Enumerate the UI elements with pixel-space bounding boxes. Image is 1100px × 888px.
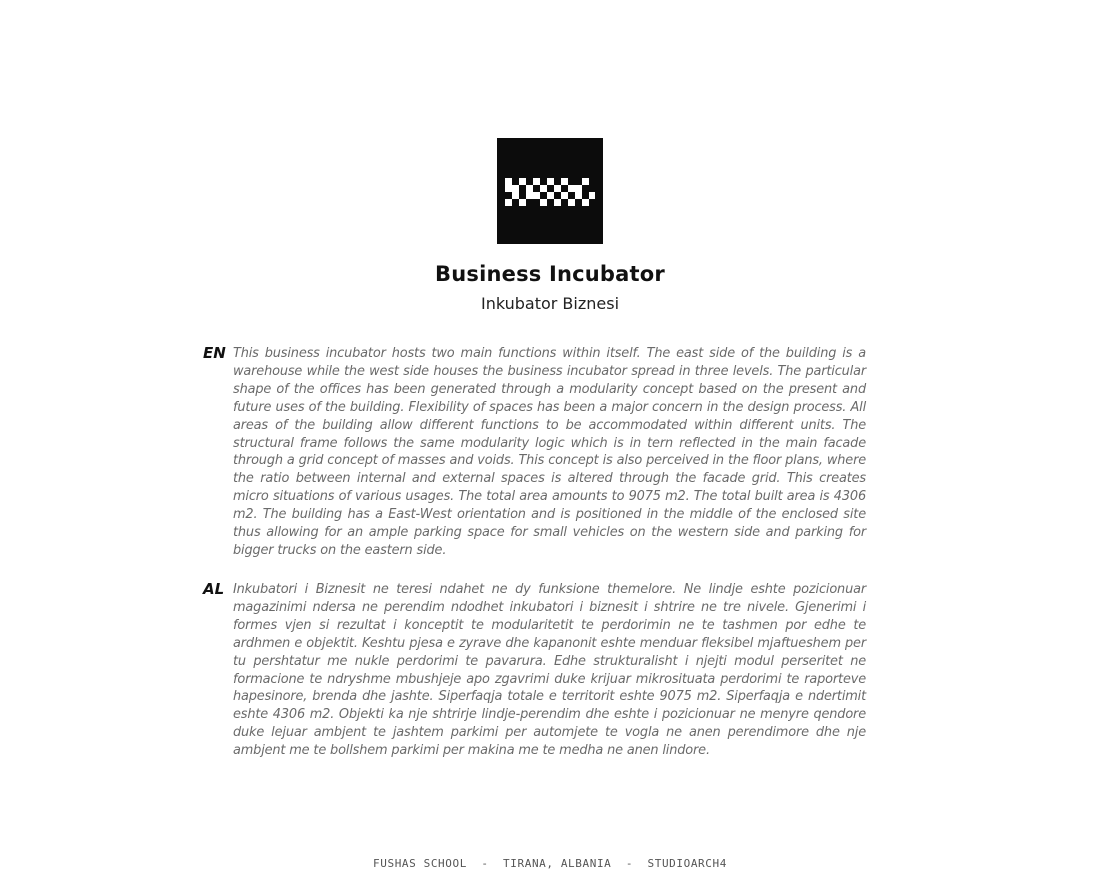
language-label-en: EN xyxy=(203,344,226,362)
page-subtitle: Inkubator Biznesi xyxy=(480,294,620,313)
language-label-al: AL xyxy=(203,580,225,598)
description-en: This business incubator hosts two main functions within itself. The east side of the building is a warehouse while the west side houses the business incubator spread in three levels. The particular shape of the offices has been generated through a modularity concept based on the present and future uses of the building. Flexibility of spaces has been a major concern in the design process. All areas of the building allow different functions to be accommodated within different units. The structural frame follows the same modularity logic which is in tern reflected in the main facade through a grid concept of masses and voids. This concept is also perceived in the floor plans, where the ratio between internal and external spaces is altered through the facade grid. This creates micro situations of various usages. The total area amounts to 9075 m2. The total built area is 4306 m2. The building has a East-West orientation and is positioned in the middle of the enclosed site thus allowing for an ample parking space for small vehicles on the western side and parking for bigger trucks on the eastern side. xyxy=(233,346,866,558)
page-title: Business Incubator xyxy=(435,262,665,286)
logo-mark xyxy=(497,138,603,244)
description-al: Inkubatori i Biznesit ne teresi ndahet ne dy funksione themelore. Ne lindje eshte pozicionuar magazinimi ndersa ne perendim ndodhet inkubatori i biznesit i shtrire ne tre nivele. Gjenerimi i formes vjen si rezultat i konceptit te modularitetit te perdorimin ne te tashmen por edhe te ardhmen e objektit. Keshtu pjesa e zyrave dhe kapanonit eshte menduar fleksibel mjaftueshem per tu pershtatur me nukle perdorimi te pavarura. Edhe strukturalisht i njejti modul perseritet ne formacione te ndryshme mbushjeje apo zgavrimi duke krijuar mikrosituata perdorimi te raporteve hapesinore, brenda dhe jashte. Siperfaqja totale e territorit eshte 9075 m2. Siperfaqja e ndertimit eshte 4306 m2. Objekti ka nje shtrirje lindje-perendim dhe eshte i pozicionuar ne menyre qendore duke lejuar ambjent te jashtem parkimi per automjete te vogla ne anen perendimore dhe nje ambjent me te bollshem parkimi per makina me te medha ne anen lindore. xyxy=(233,582,866,759)
footer-credits: FUSHAS SCHOOL - TIRANA, ALBANIA - STUDIOARCH4 xyxy=(373,857,727,870)
logo-pixel-icon xyxy=(505,178,595,206)
